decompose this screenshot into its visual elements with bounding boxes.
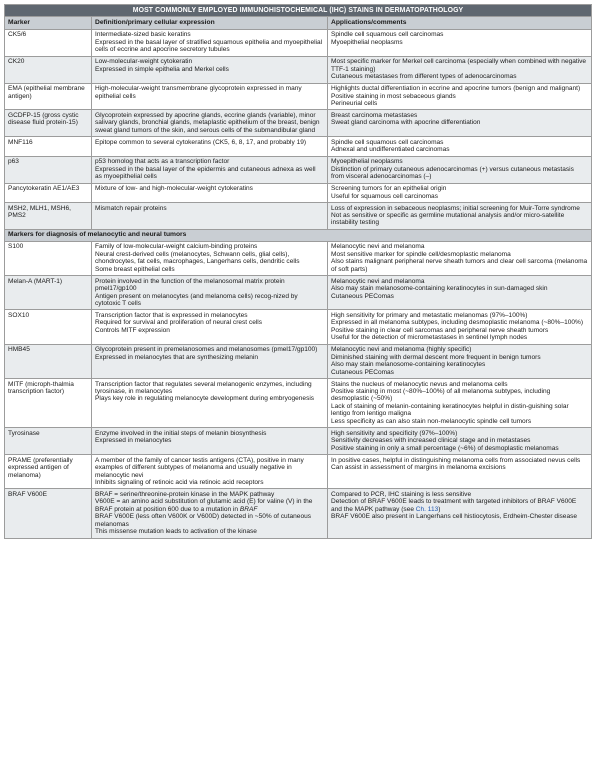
marker-cell: BRAF V600E — [5, 489, 92, 538]
table-row — [5, 379, 592, 428]
application-line: BRAF V600E also present in Langerhans cell histiocytosis, Erdheim-Chester disease — [331, 513, 577, 521]
definition-cell — [92, 344, 328, 378]
marker-cell: p63 — [5, 156, 92, 183]
definition-line: Controls MITF expression — [95, 326, 170, 334]
marker-cell: Pancytokeratin AE1/AE3 — [5, 183, 92, 202]
definition-line: Protein involved in the function of the melanosomal matrix protein pmel17/gp100 — [95, 277, 285, 293]
definition-line: Some breast epithelial cells — [95, 265, 175, 273]
application-line: Spindle cell squamous cell carcinomas — [331, 138, 444, 146]
table-row — [5, 29, 592, 56]
applications-cell — [328, 29, 592, 56]
definition-line: Glycoprotein present in premelanosomes and melanosomes (pmel17/gp100) — [95, 346, 318, 354]
definition-cell — [92, 110, 328, 137]
application-line: Lack of staining of melanin-containing keratinocytes helpful in distin-guishing solar lentigo from lentigo maligna — [331, 402, 569, 418]
definition-line: Transcription factor that is expressed in melanocytes — [95, 311, 248, 319]
definition-line: Plays key role in regulating melanocyte development during embryogenesis — [95, 395, 315, 403]
definition-line: Epitope common to several cytokeratins (CK5, 6, 8, 17, and probably 19) — [95, 138, 307, 146]
definition-line: Mixture of low- and high-molecular-weight cytokeratins — [95, 185, 253, 193]
table-title: MOST COMMONLY EMPLOYED IMMUNOHISTOCHEMICAL (IHC) STAINS IN DERMATOPATHOLOGY — [5, 5, 592, 17]
applications-cell — [328, 379, 592, 428]
table-row — [5, 276, 592, 310]
definition-cell — [92, 56, 328, 83]
application-line: Highlights ductal differentiation in eccrine and apocrine tumors (benign and malignant) — [331, 85, 581, 93]
application-line: Useful for squamous cell carcinomas — [331, 192, 438, 200]
marker-cell: MITF (microph-thalmia transcription factor) — [5, 379, 92, 428]
definition-cell — [92, 428, 328, 455]
application-line: Melanocytic nevi and melanoma (highly specific) — [331, 346, 472, 354]
melanocytic-markers-body — [5, 241, 592, 538]
table-header-row — [5, 17, 592, 29]
application-line: Breast carcinoma metastases — [331, 111, 418, 119]
definition-line: A member of the family of cancer testis antigens (CTA), positive in many examples of different subtypes of melanoma and usually negative in melanocytic nevi — [95, 456, 304, 479]
applications-cell — [328, 241, 592, 275]
application-line: Positive staining in most (~80%–100%) of all melanoma subtypes, including desmoplastic (~50%) — [331, 388, 551, 403]
marker-cell: MSH2, MLH1, MSH6, PMS2 — [5, 203, 92, 230]
applications-cell — [328, 489, 592, 538]
marker-cell: CK5/6 — [5, 29, 92, 56]
applications-cell — [328, 83, 592, 110]
table-row — [5, 428, 592, 455]
application-line: Positive staining in only a small percentage (~6%) of desmoplastic melanomas — [331, 444, 559, 452]
definition-line: Family of low-molecular-weight calcium-binding proteins — [95, 243, 258, 251]
section-title-melanocytic: Markers for diagnosis of melanocytic and neural tumors — [5, 229, 592, 241]
marker-cell: Melan-A (MART-1) — [5, 276, 92, 310]
definition-cell — [92, 310, 328, 344]
table-row — [5, 455, 592, 489]
definition-line: BRAF = serine/threonine-protein kinase in the MAPK pathway — [95, 490, 275, 498]
definition-line: Glycoprotein expressed by apocrine glands, eccrine glands (variable), minor salivary glands, bronchial glands, metaplastic epithelium of the breast, benign sweat gland tumors of the skin, and serous cells of the submandibular gland — [95, 111, 320, 134]
table-row — [5, 203, 592, 230]
application-line: Compared to PCR, IHC staining is less sensitive — [331, 490, 472, 498]
application-line: Screening tumors for an epithelial origin — [331, 185, 447, 193]
table-row — [5, 241, 592, 275]
application-line: Most sensitive marker for spindle cell/desmoplastic melanoma — [331, 250, 511, 258]
application-line: Less specificity as can also stain non-melanocytic spindle cell tumors — [331, 417, 532, 425]
definition-line: Neural crest-derived cells (melanocytes, Schwann cells, glial cells), chondrocytes, fat cells, macrophages, Langerhans cells, dendritic cells — [95, 250, 300, 266]
section-header-body — [5, 229, 592, 241]
table-row — [5, 56, 592, 83]
marker-cell: EMA (epithelial membrane antigen) — [5, 83, 92, 110]
application-line: Most specific marker for Merkel cell carcinoma (especially when combined with negative TTF-1 staining) — [331, 58, 587, 73]
application-line: Cutaneous PEComas — [331, 292, 394, 300]
application-line: Sweat gland carcinoma with apocrine differentiation — [331, 119, 481, 127]
applications-cell — [328, 156, 592, 183]
column-header-marker: Marker — [5, 17, 92, 29]
definition-line: Expressed in the basal layer of stratified squamous epithelia and myoepithelial cells of eccrine and apocrine secretory tubules — [95, 38, 323, 54]
applications-cell — [328, 203, 592, 230]
definition-cell — [92, 276, 328, 310]
column-header-applications: Applications/comments — [328, 17, 592, 29]
definition-cell — [92, 137, 328, 156]
applications-cell — [328, 110, 592, 137]
table-row — [5, 137, 592, 156]
definition-line: Intermediate-sized basic keratins — [95, 31, 191, 39]
application-line: Myoepithelial neoplasms — [331, 38, 403, 46]
application-line: High sensitivity and specificity (97%–100%) — [331, 429, 458, 437]
table-row — [5, 83, 592, 110]
application-line: Distinction of primary cutaneous adenocarcinomas (+) versus cutaneous metastasis from visceral adenocarcinomas (–) — [331, 165, 574, 181]
application-line: Adnexal and undifferentiated carcinomas — [331, 146, 450, 154]
definition-line: Inhibits signaling of retinoic acid via retinoic acid receptors — [95, 479, 264, 487]
definition-line: Expressed in melanocytes that are synthesizing melanin — [95, 353, 259, 361]
table-title-row — [5, 5, 592, 17]
applications-cell — [328, 183, 592, 202]
definition-cell — [92, 489, 328, 538]
applications-cell — [328, 276, 592, 310]
application-line: Useful for the detection of micrometastases in sentinel lymph nodes — [331, 334, 528, 342]
ihc-table-container — [4, 4, 591, 539]
application-line: High sensitivity for primary and metastatic melanomas (97%–100%) — [331, 311, 528, 319]
definition-line: BRAF V600E (less often V600K or V600D) detected in ~50% of cutaneous melanomas — [95, 513, 311, 528]
definition-line: High-molecular-weight transmembrane glycoprotein expressed in many epithelial cells — [95, 85, 302, 100]
table-row — [5, 489, 592, 538]
definition-line: Transcription factor that regulates several melanogenic enzymes, including tyrosinase, in melanocytes — [95, 380, 312, 396]
table-row — [5, 183, 592, 202]
application-line: Melanocytic nevi and melanoma — [331, 243, 425, 251]
applications-cell — [328, 455, 592, 489]
definition-cell — [92, 183, 328, 202]
definition-line: Enzyme involved in the initial steps of melanin biosynthesis — [95, 429, 267, 437]
definition-line: Expressed in simple epithelia and Merkel cells — [95, 65, 229, 73]
definition-line: Expressed in melanocytes — [95, 437, 172, 445]
application-line: Cutaneous metastases from different types of adenocarcinomas — [331, 73, 517, 81]
marker-cell: CK20 — [5, 56, 92, 83]
application-line: Also may stain melanosome-containing keratinocytes — [331, 361, 486, 369]
applications-cell — [328, 344, 592, 378]
applications-cell — [328, 310, 592, 344]
gene-name-italic: BRAF — [239, 505, 258, 513]
applications-cell — [328, 428, 592, 455]
definition-line: p53 homolog that acts as a transcription factor — [95, 158, 230, 166]
application-line: Also may stain melanosome-containing keratinocytes in sun-damaged skin — [331, 285, 548, 293]
table-row — [5, 310, 592, 344]
marker-cell: S100 — [5, 241, 92, 275]
definition-cell — [92, 156, 328, 183]
definition-line: Low-molecular-weight cytokeratin — [95, 58, 193, 66]
marker-cell: HMB45 — [5, 344, 92, 378]
chapter-reference-link[interactable]: Ch. 113 — [415, 505, 439, 513]
application-line: Also stains malignant peripheral nerve sheath tumors and clear cell sarcoma (melanoma of soft parts) — [331, 258, 588, 273]
application-line: Positive staining in clear cell sarcomas and peripheral nerve sheath tumors — [331, 326, 549, 334]
applications-cell — [328, 137, 592, 156]
definition-cell — [92, 241, 328, 275]
definition-cell — [92, 203, 328, 230]
application-line: Detection of BRAF V600E leads to treatment with targeted inhibitors of BRAF V600E and the MAPK pathway (see Ch. 113) — [331, 498, 577, 513]
epithelial-markers-body — [5, 29, 592, 229]
application-line: Myoepithelial neoplasms — [331, 158, 403, 166]
marker-cell: SOX10 — [5, 310, 92, 344]
application-line: In positive cases, helpful in distinguishing melanoma cells from associated nevus cells — [331, 456, 581, 464]
marker-cell: Tyrosinase — [5, 428, 92, 455]
application-line: Diminished staining with dermal descent more frequent in benign tumors — [331, 353, 541, 361]
definition-line: Expressed in the basal layer of the epidermis and cutaneous adnexa as well as myoepithelial cells — [95, 165, 316, 181]
definition-line: Required for survival and proliferation of neural crest cells — [95, 319, 263, 327]
definition-line: V600E = an amino acid substitution of glutamic acid (E) for valine (V) in the BRAF protein at position 600 due to a mutation in BRAF — [95, 498, 313, 513]
definition-cell — [92, 455, 328, 489]
application-line: Positive staining in most sebaceous glands — [331, 92, 456, 100]
application-line: Melanocytic nevi and melanoma — [331, 277, 425, 285]
marker-cell: MNF116 — [5, 137, 92, 156]
marker-cell: PRAME (preferentially expressed antigen of melanoma) — [5, 455, 92, 489]
table-row — [5, 156, 592, 183]
application-line: Sensitivity decreases with increased clinical stage and in metastases — [331, 437, 531, 445]
definition-cell — [92, 83, 328, 110]
definition-line: This missense mutation leads to activation of the kinase — [95, 528, 257, 536]
definition-line: Mismatch repair proteins — [95, 204, 167, 212]
table-row — [5, 344, 592, 378]
definition-line: Antigen present on melanocytes (and melanoma cells) recog-nized by cytotoxic T cells — [95, 292, 298, 307]
section-header-row — [5, 229, 592, 241]
application-line: Perineurial cells — [331, 100, 378, 108]
application-line: Spindle cell squamous cell carcinomas — [331, 31, 444, 39]
marker-cell: GCDFP-15 (gross cystic disease fluid protein-15) — [5, 110, 92, 137]
application-line: Expressed in all melanoma subtypes, including desmoplastic melanoma (~80%–100%) — [331, 319, 584, 327]
ihc-stains-table — [4, 4, 592, 539]
table-row — [5, 110, 592, 137]
application-line: Stains the nucleus of melanocytic nevus and melanoma cells — [331, 380, 508, 388]
definition-cell — [92, 29, 328, 56]
application-line: Not as sensitive or specific as germline mutational analysis and/or micro-satellite instability testing — [331, 211, 565, 227]
application-line: Loss of expression in sebaceous neoplasms; initial screening for Muir-Torre syndrome — [331, 204, 580, 212]
definition-cell — [92, 379, 328, 428]
applications-cell — [328, 56, 592, 83]
column-header-definition: Definition/primary cellular expression — [92, 17, 328, 29]
application-line: Can assist in assessment of margins in melanoma excisions — [331, 464, 506, 472]
application-line: Cutaneous PEComas — [331, 368, 394, 376]
